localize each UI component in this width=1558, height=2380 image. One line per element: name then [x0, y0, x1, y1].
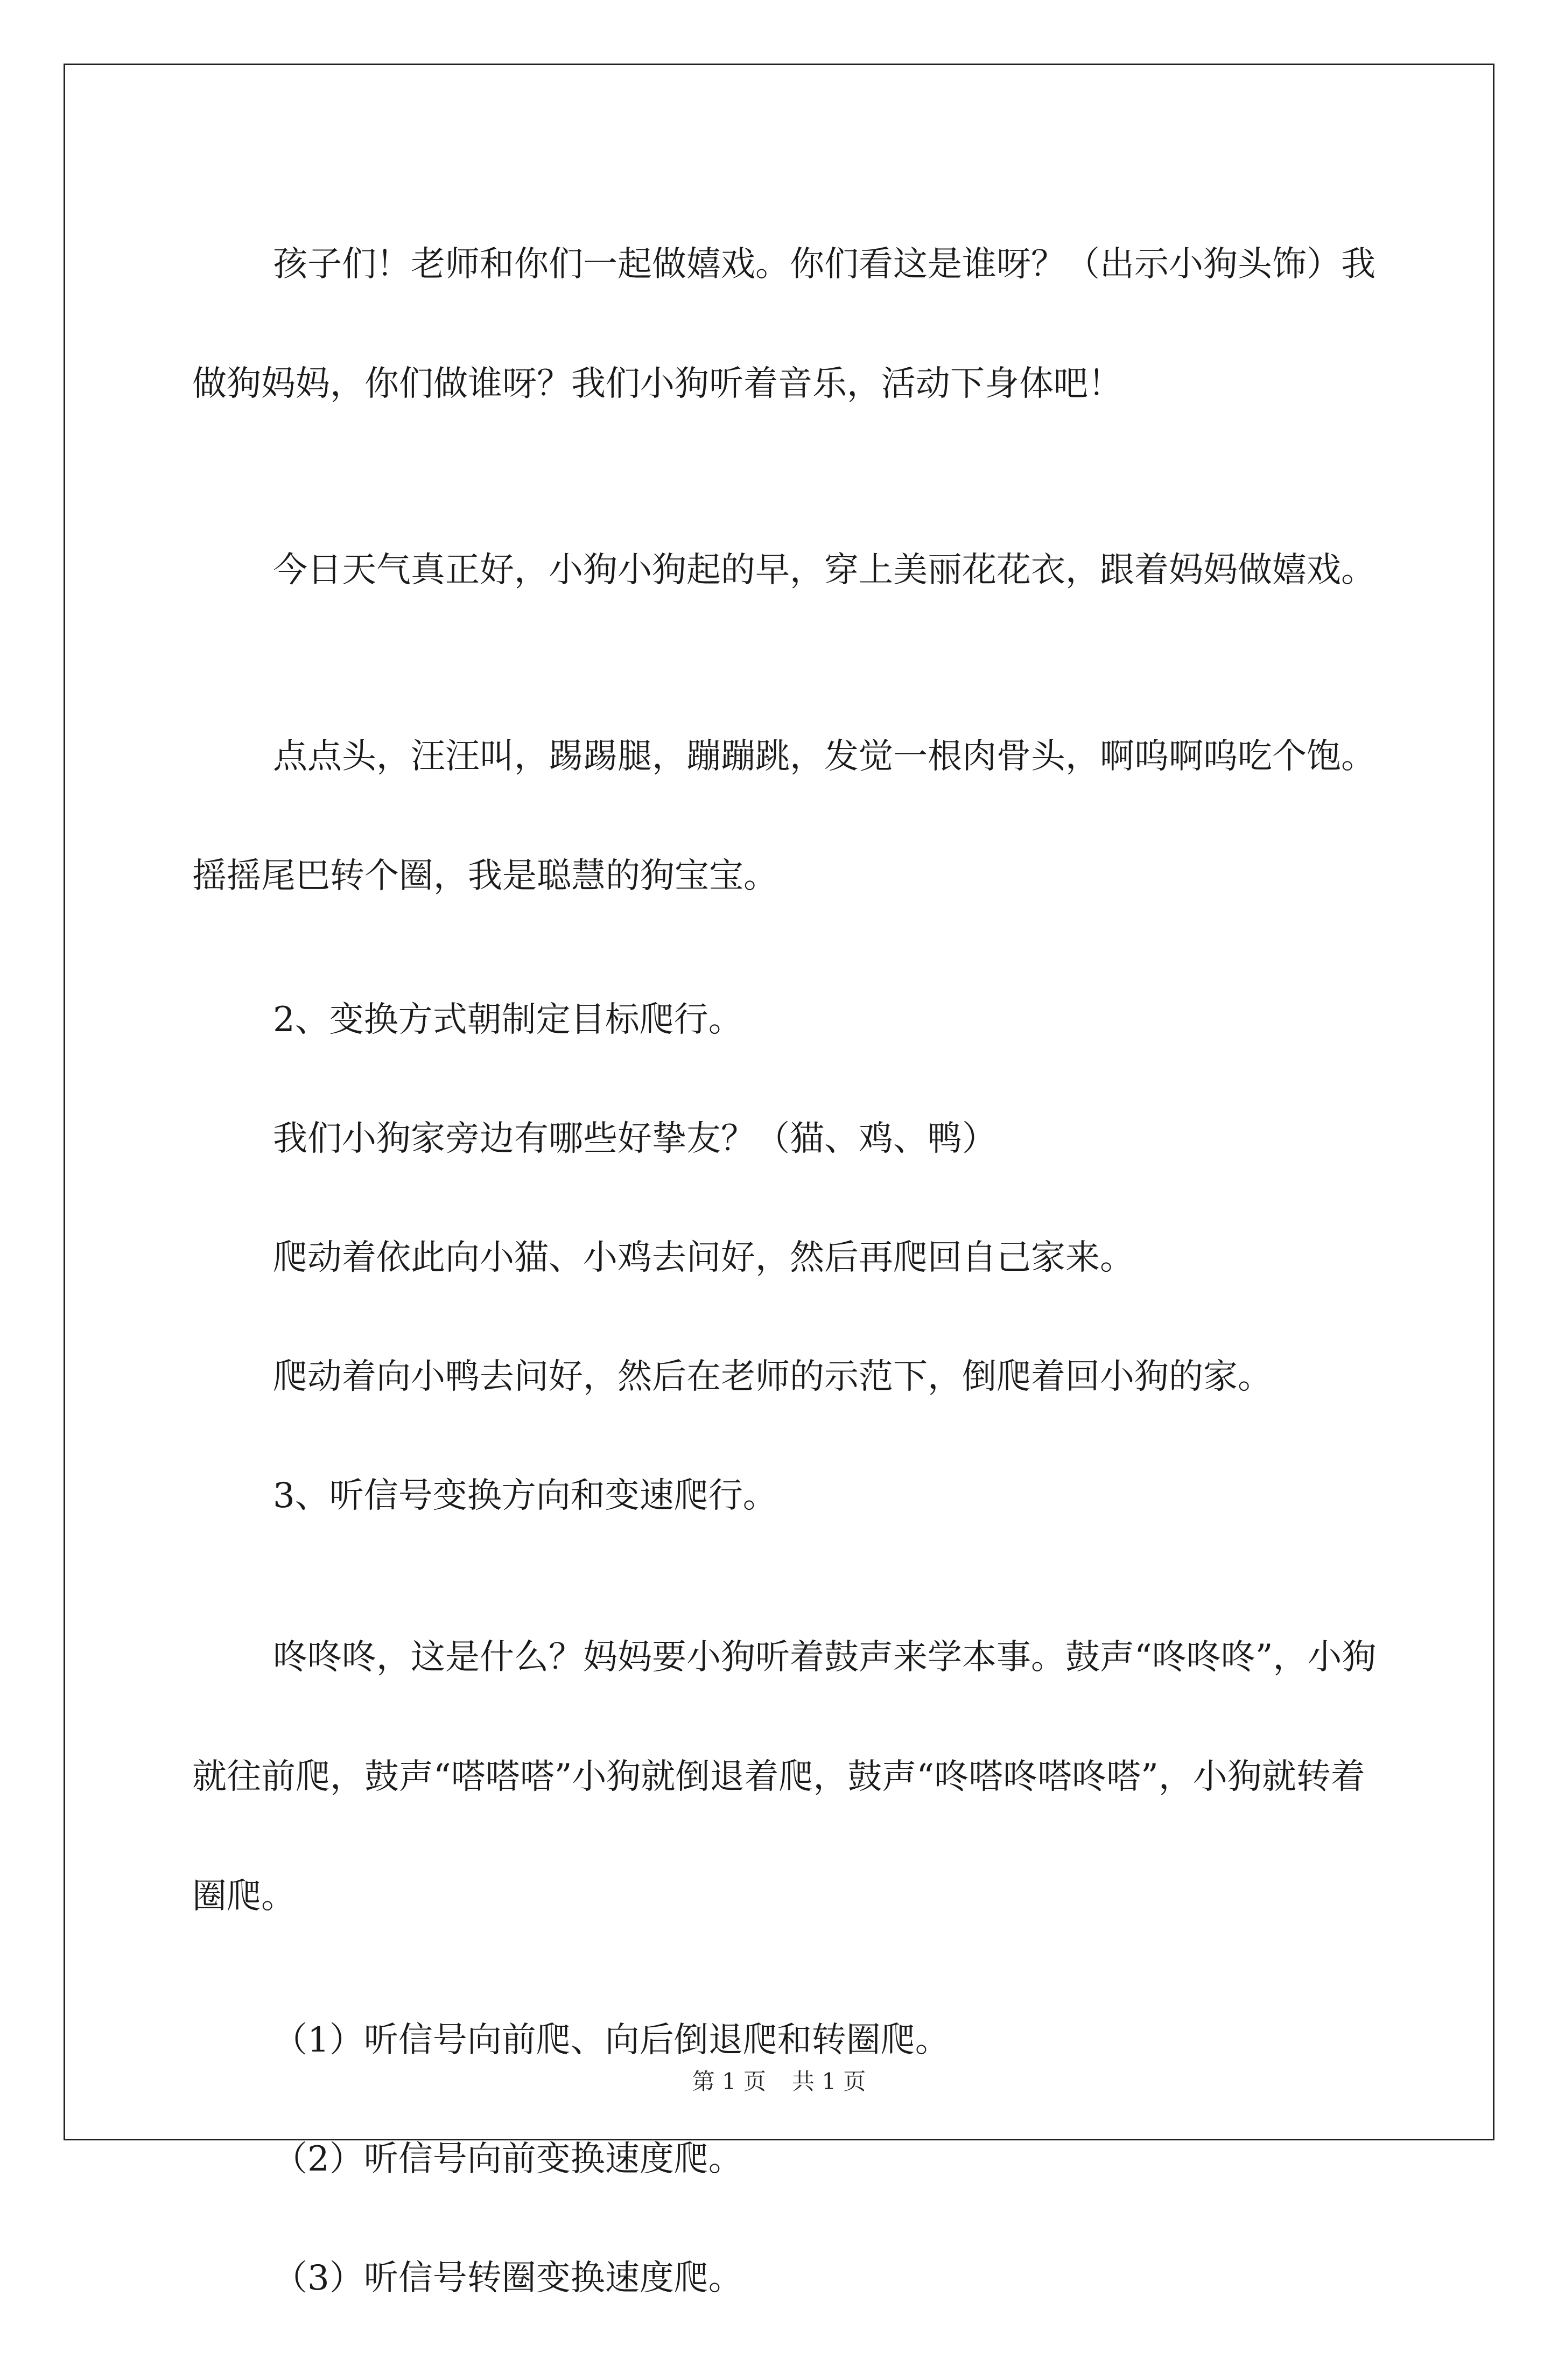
list-item-signal-2: （2）听信号向前变换速度爬。: [273, 2139, 743, 2179]
paragraph-step-3-heading: 3、听信号变换方向和变速爬行。: [273, 1476, 777, 1516]
list-item-signal-1: （1）听信号向前爬、向后倒退爬和转圈爬。: [273, 2020, 950, 2060]
page-total: 共 1 页: [792, 2068, 866, 2095]
page-footer: [0, 2064, 1558, 2096]
paragraph-step-2-heading: 2、变换方式朝制定目标爬行。: [273, 1000, 743, 1040]
paragraph-greet-duck: 爬动着向小鸭去问好，然后在老师的示范下，倒爬着回小狗的家。: [273, 1357, 1272, 1397]
paragraph-drum-signals: 咚咚咚，这是什么？妈妈要小狗听着鼓声来学本事。鼓声“咚咚咚”，小狗就往前爬，鼓声“嗒嗒嗒”小狗就倒退着爬，鼓声“咚嗒咚嗒咚嗒”，小狗就转着圈爬。: [192, 1637, 1377, 1916]
page-number: 第 1 页: [692, 2068, 766, 2095]
document-body: [192, 205, 1377, 2380]
paragraph-greet-cat-chicken: 爬动着依此向小猫、小鸡去问好，然后再爬回自己家来。: [273, 1238, 1134, 1278]
paragraph-song-verse-1: 今日天气真正好，小狗小狗起的早，穿上美丽花花衣，跟着妈妈做嬉戏。: [273, 550, 1375, 590]
paragraph-intro: 孩子们！老师和你们一起做嬉戏。你们看这是谁呀？（出示小狗头饰）我做狗妈妈，你们做谁呀？我们小狗听着音乐，活动下身体吧！: [192, 244, 1375, 404]
paragraph-friends-question: 我们小狗家旁边有哪些好挚友？（猫、鸡、鸭）: [273, 1119, 996, 1159]
paragraph-song-verse-2: 点点头，汪汪叫，踢踢腿，蹦蹦跳，发觉一根肉骨头，啊呜啊呜吃个饱。摇摇尾巴转个圈，我是聪慧的狗宝宝。: [192, 737, 1375, 896]
list-item-signal-3: （3）听信号转圈变换速度爬。: [273, 2258, 743, 2298]
